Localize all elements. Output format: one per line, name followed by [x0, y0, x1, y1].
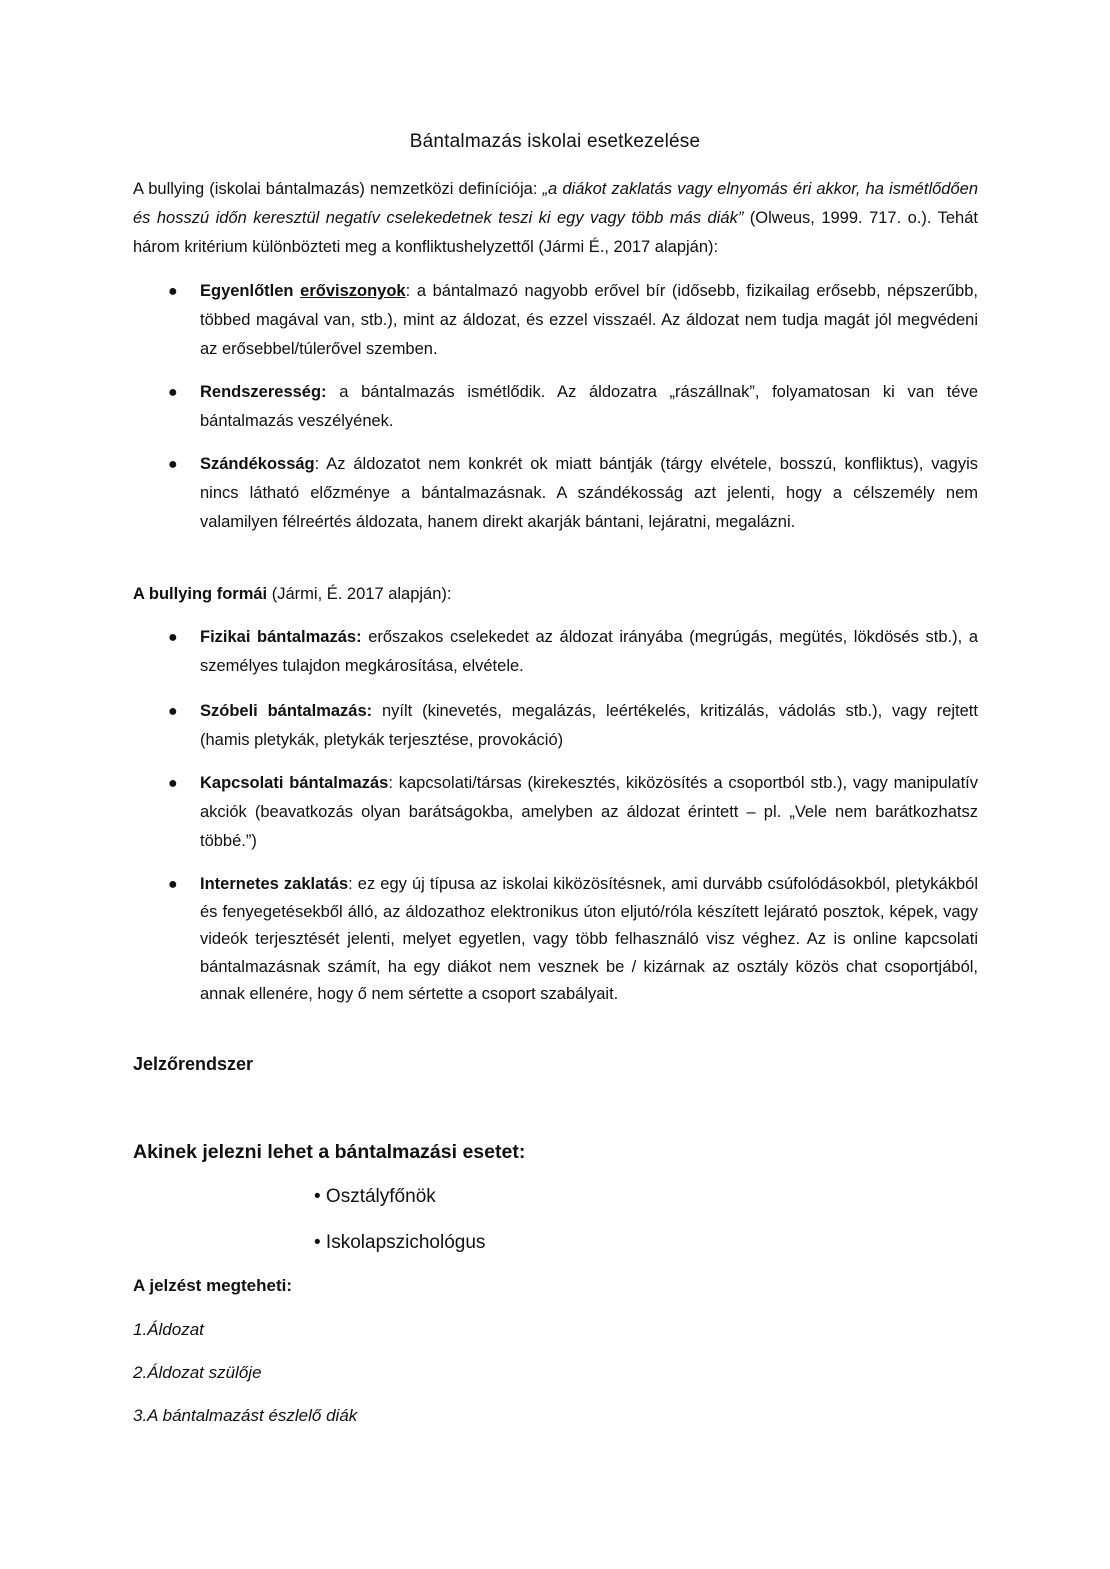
intro-text-1: A bullying (iskolai bántalmazás) nemzetközi definíciója:	[133, 180, 543, 198]
criteria-label: Egyenlőtlen	[200, 282, 301, 300]
report-to-item-school-psychologist: • Iskolapszichológus	[314, 1232, 486, 1253]
reporter-item-parent: 2.Áldozat szülője	[133, 1363, 262, 1382]
page-title: Bántalmazás iskolai esetkezelése	[409, 131, 701, 152]
definition-quote: „a diákot zaklatás vagy elnyomás éri akkor, ha ismétlődően és hosszú időn keresztül negatív cselekedetnek teszi ki egy vagy több más diák”	[133, 180, 978, 227]
criteria-text: : Az áldozatot nem konkrét ok miatt bántják (tárgy elvétele, bosszú, konfliktus), vagyis nincs látható előzménye a bántalmazásnak. A szándékosság azt jelenti, hogy a célszemély nem valamilyen félreértés áldozata, hanem direkt akarják bántani, lejáratni, megalázni.	[200, 455, 978, 531]
criteria-item-intentionality	[168, 450, 978, 537]
forms-heading	[133, 580, 978, 609]
reporter-item-witness: 3.A bántalmazást észlelő diák	[133, 1406, 358, 1425]
report-to-heading: Akinek jelezni lehet a bántalmazási esetet:	[133, 1141, 526, 1163]
form-text: : kapcsolati/társas (kirekesztés, kiközösítés a csoportból stb.), vagy manipulatív akciók (beavatkozás olyan barátságokba, amelyben az áldozat érintett – pl. „Vele nem barátkozhatsz többé.”)	[200, 774, 978, 850]
criteria-label-underlined: erőviszonyok	[300, 282, 406, 300]
form-text: : ez egy új típusa az iskolai kiközösítésnek, ami durvább csúfolódásokból, pletykákból és fenyegetésekből álló, az áldozathoz elektronikus úton eljutó/róla készített lejárató posztok, képek, vagy videók terjesztését jelenti, melyet egyetlen, vagy több felhasználó visz véghez. Az is online kapcsolati bántalmazásnak számít, ha egy diákot nem vesznek be / kizárnak az osztály közös chat csoportjából, annak ellenére, hogy ő nem sértette a csoport szabályait.	[200, 875, 978, 1003]
form-item-verbal	[168, 697, 978, 755]
criteria-label: Rendszeresség:	[200, 383, 327, 401]
reporter-item-victim: 1.Áldozat	[133, 1320, 204, 1339]
criteria-text: : a bántalmazó nagyobb erővel bír (idősebb, fizikailag erősebb, népszerűbb, többed magával van, stb.), mint az áldozat, és ezzel visszaél. Az áldozat nem tudja magát jól megvédeni az erősebbel/túlerővel szemben.	[200, 282, 978, 358]
bullet-icon: ●	[168, 703, 178, 720]
bullet-icon: ●	[168, 384, 178, 401]
form-item-internet	[168, 871, 978, 1009]
bullet-icon: ●	[168, 456, 178, 473]
form-label: Internetes zaklatás	[200, 875, 349, 893]
form-text: erőszakos cselekedet az áldozat irányába (megrúgás, megütés, lökdösés stb.), a személyes tulajdon megkárosítása, elvétele.	[200, 628, 978, 675]
bullet-icon: ●	[168, 775, 178, 792]
forms-heading-rest: (Jármi, É. 2017 alapján):	[267, 585, 452, 603]
form-label: Fizikai bántalmazás:	[200, 628, 362, 646]
criteria-item-regularity	[168, 378, 978, 436]
intro-text-2: (Olweus, 1999. 717. o.). Tehát három kritérium különbözteti meg a konfliktushelyzettől (Jármi É., 2017 alapján):	[133, 209, 978, 256]
form-item-relational	[168, 769, 978, 856]
bullet-icon: ●	[168, 876, 178, 893]
forms-heading-bold: A bullying formái	[133, 585, 268, 603]
report-to-item-homeroom-teacher: • Osztályfőnök	[314, 1186, 436, 1207]
form-text: nyílt (kinevetés, megalázás, leértékelés, kritizálás, vádolás stb.), vagy rejtett (hamis pletykák, pletykák terjesztése, provokáció)	[200, 702, 978, 749]
bullet-icon: ●	[168, 629, 178, 646]
signal-system-heading: Jelzőrendszer	[133, 1054, 254, 1074]
criteria-item-inequality	[168, 277, 978, 364]
form-label: Kapcsolati bántalmazás	[200, 774, 389, 792]
criteria-label: Szándékosság	[200, 455, 315, 473]
criteria-text: a bántalmazás ismétlődik. Az áldozatra „rászállnak”, folyamatosan ki van téve bántalmazás veszélyének.	[200, 383, 978, 430]
form-label: Szóbeli bántalmazás:	[200, 702, 373, 720]
bullet-icon: ●	[168, 283, 178, 300]
form-item-physical	[168, 623, 978, 681]
who-can-report-heading: A jelzést megteheti:	[133, 1276, 293, 1295]
intro-paragraph	[133, 175, 978, 262]
